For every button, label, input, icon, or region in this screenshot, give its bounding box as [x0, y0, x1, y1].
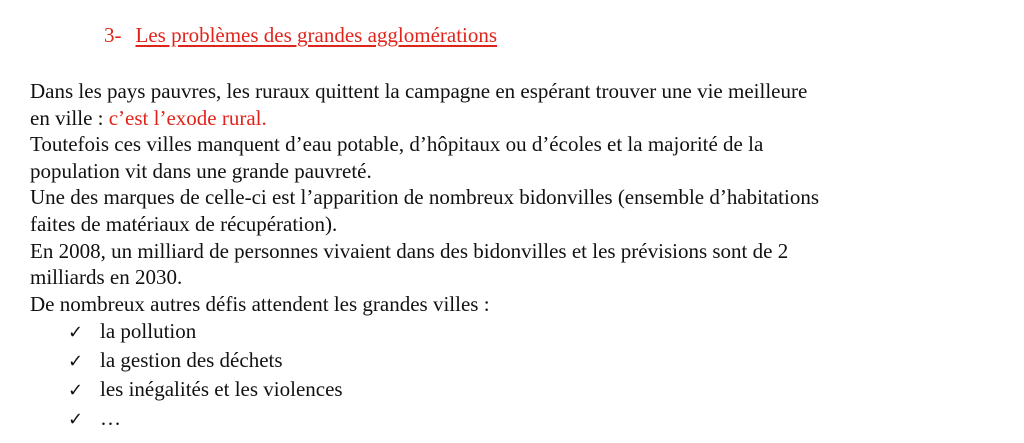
paragraph-line: En 2008, un milliard de personnes vivaient dans des bidonvilles et les prévisions sont de 2 — [30, 238, 789, 263]
checkmark-icon: ✓ — [68, 322, 84, 344]
checkmark-icon: ✓ — [68, 380, 84, 402]
paragraph-line: population vit dans une grande pauvreté. — [30, 158, 372, 183]
paragraph-line: De nombreux autres défis attendent les grandes villes : — [30, 291, 490, 316]
list-item — [30, 404, 990, 433]
list-item — [30, 346, 990, 375]
list-item-label: … — [100, 406, 121, 431]
checkmark-icon: ✓ — [68, 409, 84, 431]
paragraph-line: Toutefois ces villes manquent d’eau potable, d’hôpitaux ou d’écoles et la majorité de la — [30, 132, 764, 157]
challenges-list — [30, 317, 990, 433]
section-title: Les problèmes des grandes agglomérations — [135, 23, 498, 47]
list-item-label: la gestion des déchets — [100, 348, 283, 373]
paragraph-line: Dans les pays pauvres, les ruraux quittent la campagne en espérant trouver une vie meilleure — [30, 79, 808, 103]
section-number: 3- — [104, 23, 122, 47]
list-item — [30, 317, 990, 346]
section-heading — [104, 22, 497, 48]
paragraph-line: milliards en 2030. — [30, 265, 183, 290]
list-item — [30, 375, 990, 404]
list-item-label: la pollution — [100, 319, 197, 344]
highlighted-definition: c’est l’exode rural. — [108, 105, 267, 130]
paragraph-line — [30, 105, 990, 132]
checkmark-icon: ✓ — [68, 351, 84, 373]
paragraph-text: en ville : — [30, 105, 109, 130]
list-item-label: les inégalités et les violences — [100, 377, 343, 402]
body-text — [30, 78, 990, 433]
paragraph-line: Une des marques de celle-ci est l’apparition de nombreux bidonvilles (ensemble d’habitations — [30, 185, 820, 210]
paragraph-line: faites de matériaux de récupération). — [30, 211, 338, 236]
